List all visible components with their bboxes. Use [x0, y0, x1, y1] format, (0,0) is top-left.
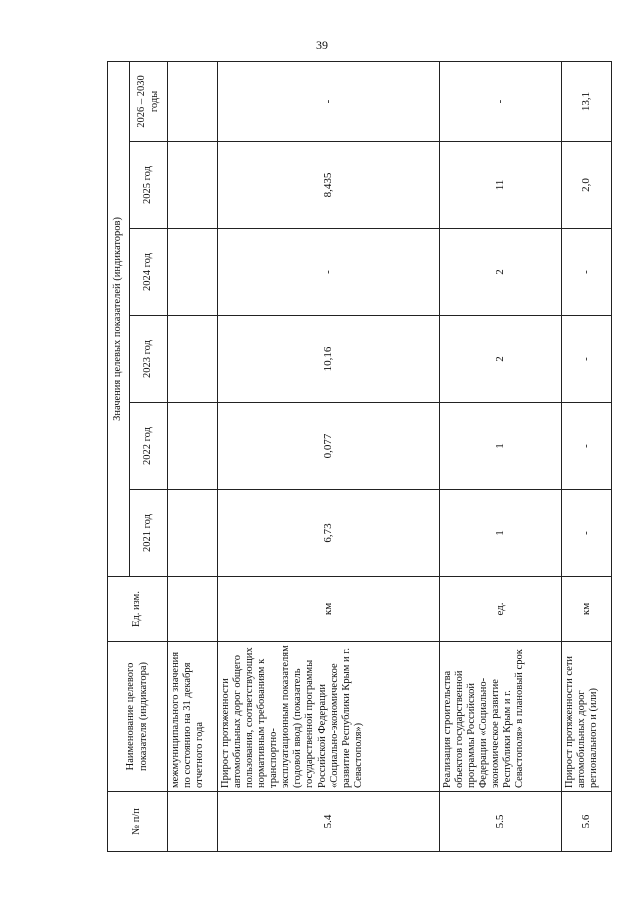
row-value-2026-2030: - [440, 61, 562, 141]
row-value-2022 [168, 403, 218, 490]
row-value-2023: - [562, 316, 612, 403]
row-value-2025 [168, 142, 218, 229]
row-value-2022: - [562, 403, 612, 490]
header-col-unit: Ед. изм. [108, 577, 168, 642]
header-col-no: № п/п [108, 792, 168, 852]
row-number [168, 792, 218, 852]
row-name: межмуниципального значения по состоянию на 31 декабря отчетного года [168, 642, 218, 792]
header-col-name: Наименование целевого показателя (индикатора) [108, 642, 168, 792]
rotated-table-wrapper [107, 62, 600, 852]
header-year-2021: 2021 год [130, 490, 168, 577]
header-group-title: Значения целевых показателей (индикаторов) [108, 61, 130, 576]
row-unit [168, 577, 218, 642]
row-value-2021 [168, 490, 218, 577]
row-unit: км [218, 577, 440, 642]
table-row [440, 61, 562, 851]
row-number: 5.4 [218, 792, 440, 852]
row-unit: км [562, 577, 612, 642]
row-value-2023: 10,16 [218, 316, 440, 403]
row-value-2026-2030: 13,1 [562, 61, 612, 141]
page-number: 39 [316, 38, 328, 52]
row-value-2022: 1 [440, 403, 562, 490]
indicators-table [107, 61, 612, 852]
row-value-2021: - [562, 490, 612, 577]
row-value-2024 [168, 229, 218, 316]
row-value-2021: 1 [440, 490, 562, 577]
row-number: 5.5 [440, 792, 562, 852]
table-row [218, 61, 440, 851]
row-value-2023 [168, 316, 218, 403]
row-name: Прирост протяженности автомобильных дорог общего пользования, соответствующих нормативным требованиям к транспортно-эксплуатационным показателям (годовой ввод) (показатель государственной программы Российской Федерации «Социально-экономическое развитие Республики Крым и г. Севастополя») [218, 642, 440, 792]
row-value-2022: 0,077 [218, 403, 440, 490]
row-value-2025: 8,435 [218, 142, 440, 229]
row-name: Прирост протяженности сети автомобильных дорог регионального и (или) [562, 642, 612, 792]
row-unit: ед. [440, 577, 562, 642]
row-value-2023: 2 [440, 316, 562, 403]
row-value-2026-2030 [168, 61, 218, 141]
row-value-2024: - [218, 229, 440, 316]
header-year-2025: 2025 год [130, 142, 168, 229]
header-year-2022: 2022 год [130, 403, 168, 490]
row-value-2024: 2 [440, 229, 562, 316]
table-row [562, 61, 612, 851]
row-value-2025: 2,0 [562, 142, 612, 229]
row-value-2025: 11 [440, 142, 562, 229]
row-value-2024: - [562, 229, 612, 316]
header-year-2023: 2023 год [130, 316, 168, 403]
row-value-2021: 6,73 [218, 490, 440, 577]
row-name: Реализация строительства объектов государственной программы Российской Федерации «Социально-экономическое развитие Республики Крым и г. Севастополя» в плановый срок [440, 642, 562, 792]
table-row [168, 61, 218, 851]
header-year-2026-2030: 2026 – 2030 годы [130, 61, 168, 141]
row-number: 5.6 [562, 792, 612, 852]
header-year-2024: 2024 год [130, 229, 168, 316]
row-value-2026-2030: - [218, 61, 440, 141]
